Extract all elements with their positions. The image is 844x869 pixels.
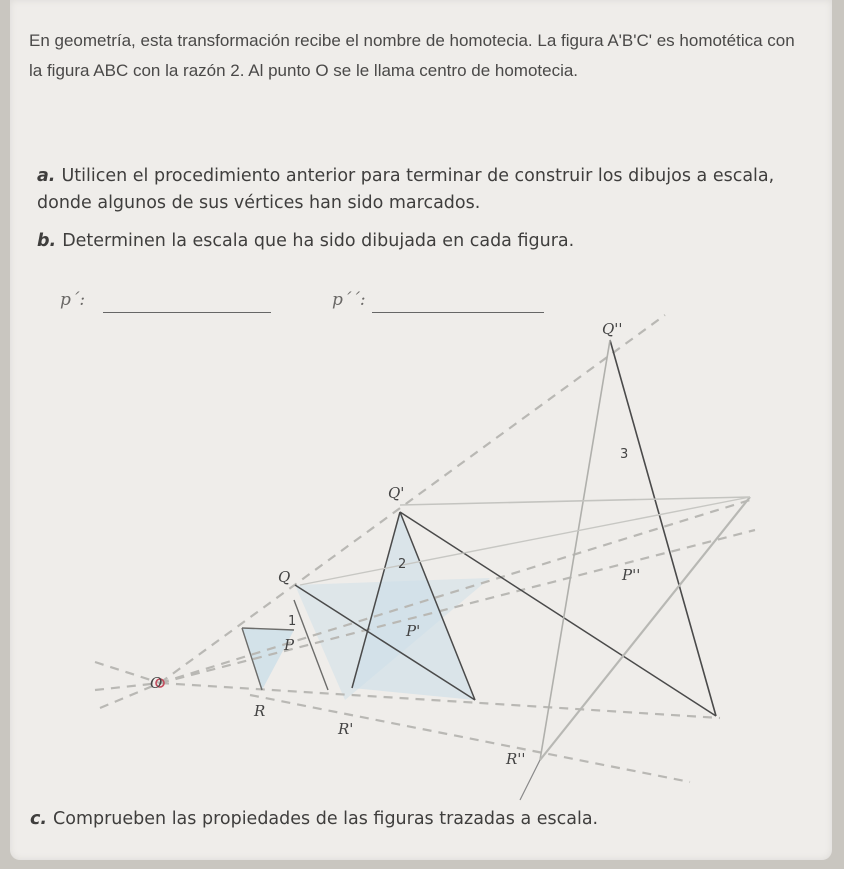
label-O: O <box>150 674 163 692</box>
label-Q: Q <box>278 568 291 586</box>
instruction-c-letter: c. <box>30 809 48 829</box>
instruction-a-letter: a. <box>37 166 56 186</box>
intro-paragraph: En geometría, esta transformación recibe el nombre de homotecia. La figura A'B'C' es homotética con la figura ABC con la razón 2. Al punto O se le llama centro de homotecia. <box>29 31 795 80</box>
edge-top-horizontal <box>400 497 750 505</box>
ratio-label-3: 3 <box>620 447 629 462</box>
label-Q2: Q'' <box>602 320 623 338</box>
instruction-a-text: Utilicen el procedimiento anterior para terminar de construir los dibujos a escala, donde algunos de sus vértices han sido marcados. <box>37 166 775 213</box>
instruction-c <box>30 806 810 833</box>
label-R2: R'' <box>506 750 526 768</box>
instruction-c-text: Comprueben las propiedades de las figuras trazadas a escala. <box>53 809 599 829</box>
label-P2: P'' <box>622 566 641 584</box>
instruction-b-text: Determinen la escala que ha sido dibujada en cada figura. <box>62 231 575 251</box>
label-Q1: Q' <box>388 484 405 502</box>
label-R: R <box>254 702 266 720</box>
edge-Q2-R2 <box>610 340 716 716</box>
ratio-label-1: 1 <box>288 614 297 629</box>
edge-Q-upper <box>300 497 750 585</box>
label-P: P <box>284 636 295 654</box>
instruction-b-letter: b. <box>37 231 57 251</box>
ray-O-R2 <box>250 695 690 782</box>
label-P1: P' <box>406 622 421 640</box>
blank-label-first: p´: <box>60 290 86 310</box>
label-R1: R' <box>338 720 354 738</box>
ratio-label-2: 2 <box>398 557 407 572</box>
edge-Q2-left <box>540 340 610 760</box>
edge-P2-R2 <box>540 497 750 760</box>
blank-label-second: p´´: <box>332 290 366 310</box>
